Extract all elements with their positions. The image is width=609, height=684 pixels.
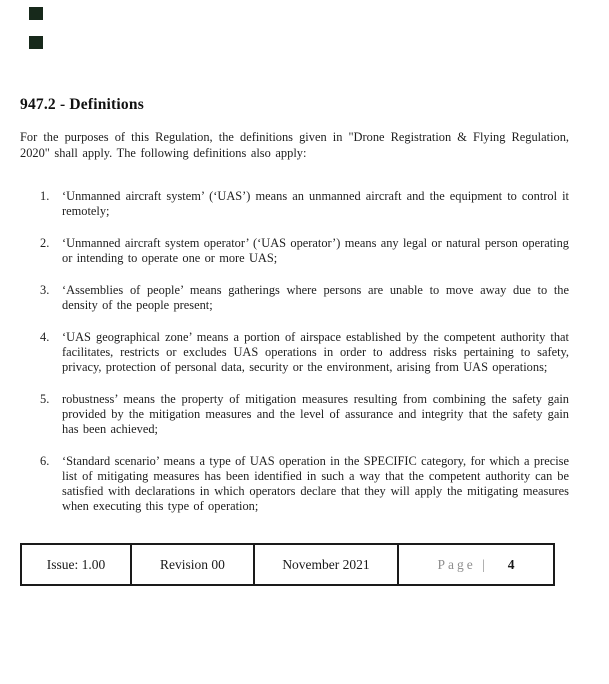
page-label: Page | — [437, 556, 488, 572]
definition-item — [40, 454, 569, 514]
section-heading: 947.2 - Definitions — [20, 96, 144, 113]
definition-item — [40, 330, 569, 375]
definition-item — [40, 283, 569, 313]
footer-cell-revision: Revision 00 — [130, 545, 253, 584]
page-number: 4 — [507, 556, 515, 572]
definition-item — [40, 392, 569, 437]
definition-item — [40, 236, 569, 266]
definition-text: ‘Assemblies of people’ means gatherings where persons are unable to move away due to the density of the people present; — [62, 283, 569, 312]
definition-number: 1. — [40, 189, 50, 203]
definition-number: 2. — [40, 236, 50, 250]
stamp-square-top — [29, 7, 43, 20]
footer-cell-date: November 2021 — [253, 545, 397, 584]
definitions-list — [40, 189, 569, 531]
definition-number: 6. — [40, 454, 50, 468]
definition-text: ‘Unmanned aircraft system’ (‘UAS’) means an unmanned aircraft and the equipment to control it remotely; — [62, 189, 569, 218]
definition-text: robustness’ means the property of mitigation measures resulting from combining the safety gain provided by the mitigation measures and the level of assurance and integrity that the safety gain has been achieved; — [62, 392, 569, 436]
definition-text: ‘Unmanned aircraft system operator’ (‘UAS operator’) means any legal or natural person operating or intending to operate one or more UAS; — [62, 236, 569, 265]
definition-item — [40, 189, 569, 219]
definition-number: 3. — [40, 283, 50, 297]
definition-number: 4. — [40, 330, 50, 344]
definition-text: ‘UAS geographical zone’ means a portion of airspace established by the competent authority that facilitates, restricts or excludes UAS operations in order to address risks pertaining to safety, privacy, protection of personal data, security or the environment, arising from UAS operations; — [62, 330, 569, 374]
definition-text: ‘Standard scenario’ means a type of UAS operation in the SPECIFIC category, for which a precise list of mitigating measures has been identified in such a way that the competent authority can be satisfied with declarations in which operators declare that they will apply the mitigating measures when executing this type of operation; — [62, 454, 569, 513]
definition-number: 5. — [40, 392, 50, 406]
footer-cell-page — [397, 545, 553, 584]
intro-paragraph: For the purposes of this Regulation, the definitions given in "Drone Registration & Flying Regulation, 2020" shall apply. The following definitions also apply: — [20, 130, 569, 160]
footer-cell-issue: Issue: 1.00 — [46, 556, 106, 572]
stamp-square-bottom — [29, 36, 43, 49]
footer-table — [20, 543, 555, 586]
